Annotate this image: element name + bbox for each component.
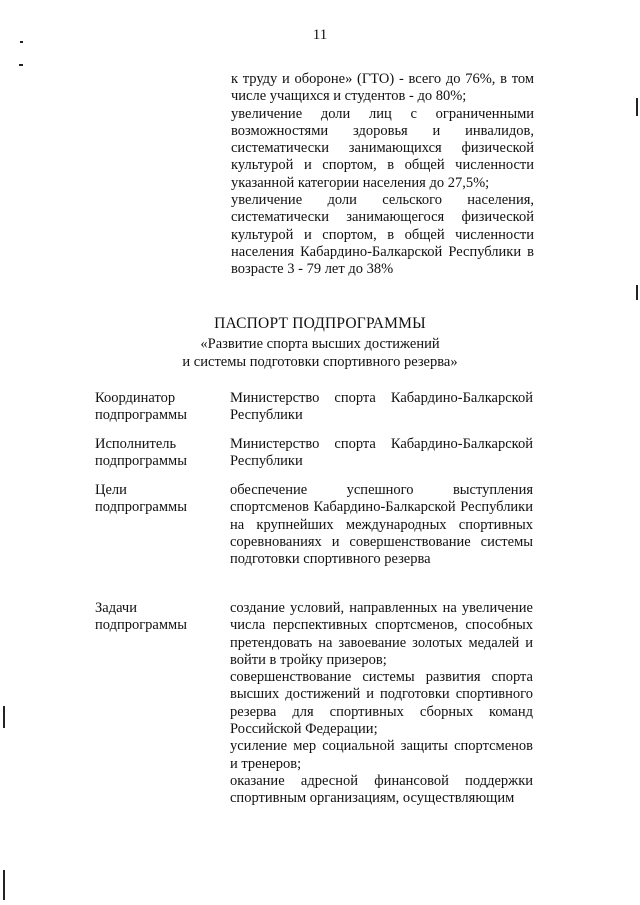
row-label: Координатор подпрограммы xyxy=(95,390,187,424)
scan-mark xyxy=(636,98,638,116)
scan-mark xyxy=(19,64,23,66)
intro-text xyxy=(231,71,534,279)
intro-paragraph: к труду и обороне» (ГТО) - всего до 76%, в том числе учащихся и студентов - до 80%; xyxy=(231,71,534,105)
task-item: усиление мер социальной защиты спортсменов и тренеров; xyxy=(230,738,533,772)
row-value-list xyxy=(230,600,533,808)
intro-paragraph: увеличение доли сельского населения, систематически занимающегося физической культурой и спортом, в общей численности населения Кабардино-Балкарской Республики в возрасте 3 - 79 лет до 38% xyxy=(231,192,534,278)
section-subtitle xyxy=(0,336,640,371)
task-item: создание условий, направленных на увеличение числа перспективных спортсменов, способных претендовать на завоевание золотых медалей и войти в тройку призеров; xyxy=(230,600,533,668)
scan-mark xyxy=(20,41,23,43)
subtitle-line: и системы подготовки спортивного резерва» xyxy=(182,353,458,370)
subtitle-line: «Развитие спорта высших достижений xyxy=(200,336,440,352)
row-label: Исполнитель подпрограммы xyxy=(95,436,187,470)
row-value: Министерство спорта Кабардино-Балкарской Республики xyxy=(230,390,533,424)
scan-mark xyxy=(3,870,5,900)
task-item: совершенствование системы развития спорта высших достижений и подготовки спортивного резерва для спортивных сборных команд Российской Федерации; xyxy=(230,669,533,738)
row-label: Задачи подпрограммы xyxy=(95,600,187,634)
row-label: Цели подпрограммы xyxy=(95,482,187,516)
section-heading: ПАСПОРТ ПОДПРОГРАММЫ xyxy=(214,315,426,332)
row-value: обеспечение успешного выступления спортсменов Кабардино-Балкарской Республики на крупнейших международных спортивных соревнованиях и совершенствование системы подготовки спортивного резерва xyxy=(230,482,533,568)
scan-mark xyxy=(636,285,638,300)
scan-mark xyxy=(3,706,5,728)
row-value: Министерство спорта Кабардино-Балкарской Республики xyxy=(230,436,533,470)
page-number: 11 xyxy=(312,27,328,43)
intro-paragraph: увеличение доли лиц с ограниченными возможностями здоровья и инвалидов, систематически занимающихся физической культурой и спортом, в общей численности указанной категории населения до 27,5%; xyxy=(231,105,534,191)
task-item: оказание адресной финансовой поддержки спортивным организациям, осуществляющим xyxy=(230,772,533,807)
